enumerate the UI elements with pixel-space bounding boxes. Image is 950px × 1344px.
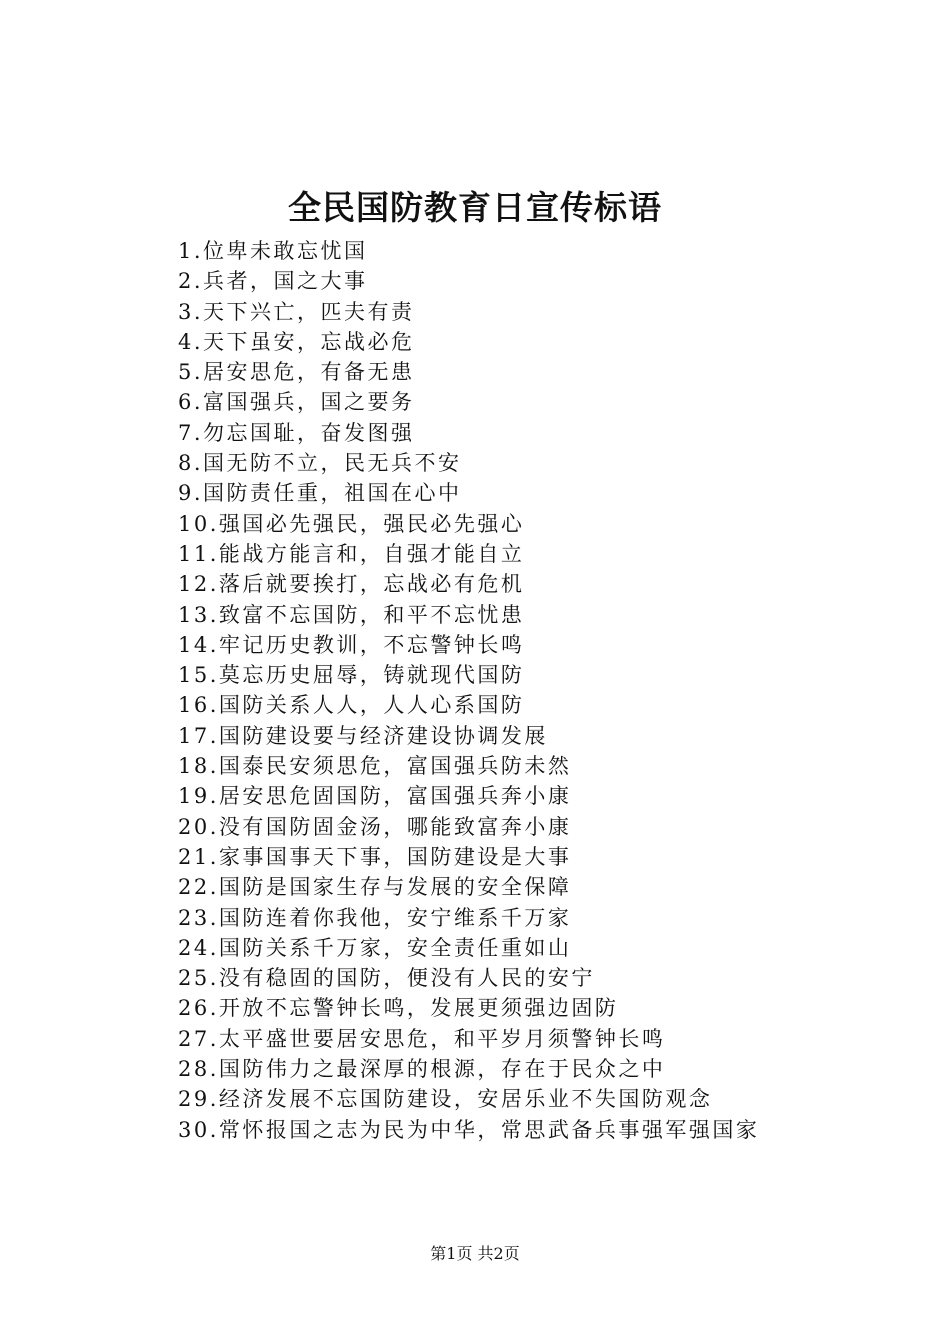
slogan-item: 29.经济发展不忘国防建设，安居乐业不失国防观念 <box>178 1087 713 1112</box>
slogan-item: 12.落后就要挨打，忘战必有危机 <box>178 572 525 597</box>
page-footer: 第1页 共2页 <box>430 1244 520 1263</box>
slogan-item: 3.天下兴亡，匹夫有责 <box>178 299 415 324</box>
slogan-item: 5.居安思危，有备无患 <box>178 360 415 385</box>
slogan-item: 24.国防关系千万家，安全责任重如山 <box>178 935 572 960</box>
slogan-item: 30.常怀报国之志为民为中华，常思武备兵事强军强国家 <box>178 1117 760 1142</box>
slogan-item: 26.开放不忘警钟长鸣，发展更须强边固防 <box>178 996 619 1021</box>
slogan-item: 7.勿忘国耻，奋发图强 <box>178 420 415 445</box>
page-title: 全民国防教育日宣传标语 <box>288 188 662 227</box>
slogan-item: 20.没有国防固金汤，哪能致富奔小康 <box>178 814 572 839</box>
slogan-item: 23.国防连着你我他，安宁维系千万家 <box>178 905 572 930</box>
slogan-item: 25.没有稳固的国防，便没有人民的安宁 <box>178 966 595 991</box>
slogan-item: 2.兵者，国之大事 <box>178 269 368 294</box>
slogan-item: 28.国防伟力之最深厚的根源，存在于民众之中 <box>178 1057 666 1082</box>
slogan-item: 15.莫忘历史屈辱，铸就现代国防 <box>178 663 525 688</box>
slogan-item: 16.国防关系人人，人人心系国防 <box>178 693 525 718</box>
slogan-item: 18.国泰民安须思危，富国强兵防未然 <box>178 754 572 779</box>
slogan-item: 9.国防责任重，祖国在心中 <box>178 481 462 506</box>
slogan-item: 17.国防建设要与经济建设协调发展 <box>178 723 548 748</box>
slogan-item: 11.能战方能言和，自强才能自立 <box>178 541 525 566</box>
slogan-item: 27.太平盛世要居安思危，和平岁月须警钟长鸣 <box>178 1026 666 1051</box>
slogan-list <box>178 236 878 1145</box>
slogan-item: 22.国防是国家生存与发展的安全保障 <box>178 875 572 900</box>
slogan-item: 21.家事国事天下事，国防建设是大事 <box>178 844 572 869</box>
slogan-item: 4.天下虽安，忘战必危 <box>178 329 415 354</box>
slogan-item: 14.牢记历史教训，不忘警钟长鸣 <box>178 632 525 657</box>
slogan-item: 13.致富不忘国防，和平不忘忧患 <box>178 602 525 627</box>
slogan-item: 1.位卑未敢忘忧国 <box>178 239 368 263</box>
slogan-item: 8.国无防不立，民无兵不安 <box>178 451 462 476</box>
slogan-item: 19.居安思危固国防，富国强兵奔小康 <box>178 784 572 809</box>
slogan-item: 6.富国强兵，国之要务 <box>178 390 415 415</box>
slogan-item: 10.强国必先强民，强民必先强心 <box>178 511 525 536</box>
